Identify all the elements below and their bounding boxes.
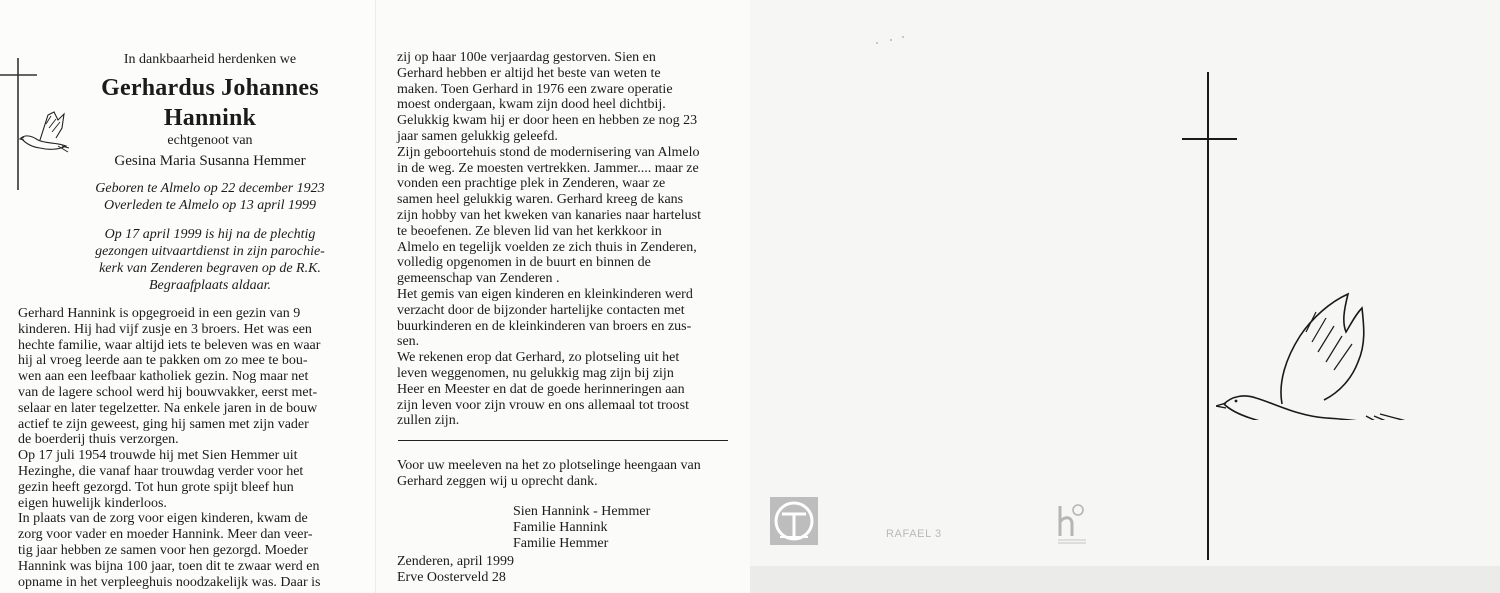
divider-line (398, 440, 728, 441)
text-line: Op 17 juli 1954 trouwde hij met Sien Hemmer uit (18, 448, 298, 464)
text-line: tig jaar hebben ze samen voor hen gezorgd. Moeder (18, 542, 309, 558)
text-line: Heer en Meester en dat de goede herinneringen aan (397, 381, 685, 397)
text-line: zijn leven voor zijn vrouw en ons allemaal tot troost (397, 397, 689, 413)
text-line: Gerhard Hannink is opgegroeid in een gezin van 9 (18, 306, 301, 321)
text-line: de boerderij thuis verzorgen. (18, 432, 179, 448)
funeral-line: Op 17 april 1999 is hij na de plechtig (104, 227, 316, 242)
text-line: van de lagere school werd hij bouwvakker, eerst met- (18, 384, 318, 400)
place-date-line: Zenderen, april 1999 (397, 554, 515, 569)
intro-text: In dankbaarheid herdenken we (123, 52, 297, 67)
middle-page (375, 0, 751, 593)
printer-logo (770, 497, 818, 545)
death-line: Overleden te Almelo op 13 april 1999 (103, 198, 317, 213)
text-line: hij al vroeg leerde aan te pakken om zo mee te bou- (18, 353, 308, 369)
series-label: RAFAEL 3 (886, 528, 942, 540)
text-line: samen heel gelukkig waren. Gerhard kreeg de kans (397, 192, 684, 208)
text-line: volledig opgenomen in de buurt en binnen de (397, 255, 651, 271)
text-line: zorg voor vader en moeder Hannink. Meer dan veer- (18, 527, 313, 543)
text-line: hechte familie, waar altijd iets te beleven was en waar (18, 337, 321, 353)
family-signatures (513, 504, 650, 552)
text-line: wen aan een leefbaar katholiek gezin. Nog maar net (18, 369, 309, 385)
place-and-address (397, 554, 514, 586)
text-line: te beoefenen. Ze bleven lid van het kerkkoor in (397, 223, 662, 239)
publisher-logo (1056, 502, 1088, 546)
biography-part-2 (397, 50, 737, 429)
deceased-first-names: Gerhardus Johannes (101, 75, 319, 101)
biography-part-1 (18, 306, 363, 590)
text-line: kinderen. Hij had vijf zusje en 3 broers. Het was een (18, 321, 312, 337)
text-line: vonden een prachtige plek in Zenderen, waar ze (397, 176, 666, 192)
funeral-line: Begraafplaats aldaar. (148, 278, 272, 293)
text-line: leven weggenomen, nu gelukkig mag zijn bij zijn (397, 365, 674, 381)
text-line: Hezinghe, die vanaf haar trouwdag verder voor het (18, 463, 304, 479)
text-line: Hannink was bijna 100 jaar, toen dit te zwaar werd en (18, 558, 320, 574)
text-line: Voor uw meeleven na het zo plotselinge heengaan van (397, 458, 701, 473)
life-dates (50, 180, 370, 214)
funeral-line: kerk van Zenderen begraven op de R.K. (99, 261, 321, 276)
text-line: selaar en later tegelzetter. Na enkele jaren in de bouw (18, 400, 318, 416)
thank-you-text (397, 458, 701, 490)
text-line: Almelo en tegelijk voelden ze zich thuis in Zenderen, (397, 239, 697, 255)
text-line: In plaats van de zorg voor eigen kinderen, kwam de (18, 511, 308, 527)
signature-line: Familie Hemmer (513, 536, 609, 551)
text-line: in de weg. Ze moesten vertrekken. Jammer.... maar ze (397, 160, 699, 176)
cover-page (750, 0, 1500, 593)
text-line: jaar samen gelukkig geleefd. (397, 128, 558, 144)
text-line: Gelukkig kwam hij er door heen en hebben ze nog 23 (397, 113, 698, 129)
signature-line: Sien Hannink - Hemmer (513, 504, 651, 519)
spouse-name: Gesina Maria Susanna Hemmer (114, 153, 306, 169)
funeral-line: gezongen uitvaartdienst in zijn parochie- (95, 244, 325, 259)
text-line: zij op haar 100e verjaardag gestorven. Sien en (397, 50, 656, 65)
paper-speck (902, 36, 904, 38)
text-line: opname in het verpleeghuis noodzakelijk was. Daar is (18, 574, 321, 590)
deceased-surname: Hannink (163, 105, 257, 131)
text-line: gezin heeft gezorgd. Tot hun grote spijt bleef hun (18, 479, 294, 495)
text-line: We rekenen erop dat Gerhard, zo plotseling uit het (397, 350, 680, 366)
text-line: maken. Toen Gerhard in 1976 een zware operatie (397, 81, 673, 97)
text-line: gemeenschap van Zenderen . (397, 271, 560, 287)
text-line: sen. (397, 334, 420, 350)
paper-speck (876, 42, 878, 44)
funeral-notice (60, 226, 360, 294)
paper-speck (890, 39, 892, 41)
text-line: buurkinderen en de kleinkinderen van broers en zus- (397, 318, 692, 334)
scan-edge (750, 566, 1500, 593)
text-line: zijn hobby van het kweken van kanaries naar hartelust (397, 207, 702, 223)
left-page (0, 0, 375, 593)
text-line: actief te zijn geweest, ging hij samen met zijn vader (18, 416, 309, 432)
text-line: Zijn geboortehuis stond de modernisering van Almelo (397, 144, 700, 160)
address-line: Erve Oosterveld 28 (397, 570, 506, 585)
text-line: verzacht door de bijzonder hartelijke contacten met (397, 302, 685, 318)
spouse-label: echtgenoot van (167, 133, 253, 148)
signature-line: Familie Hannink (513, 520, 608, 535)
text-line: Gerhard zeggen wij u oprecht dank. (397, 473, 598, 489)
text-line: Het gemis van eigen kinderen en kleinkinderen werd (397, 286, 693, 302)
text-line: moest ondergaan, kwam zijn dood heel dichtbij. (397, 97, 666, 113)
dove-icon (1216, 292, 1416, 420)
text-line: eigen huwelijk kinderloos. (18, 495, 167, 511)
text-line: zullen zijn. (397, 413, 460, 429)
text-line: Gerhard hebben er altijd het beste van weten te (397, 65, 661, 81)
birth-line: Geboren te Almelo op 22 december 1923 (95, 181, 325, 196)
